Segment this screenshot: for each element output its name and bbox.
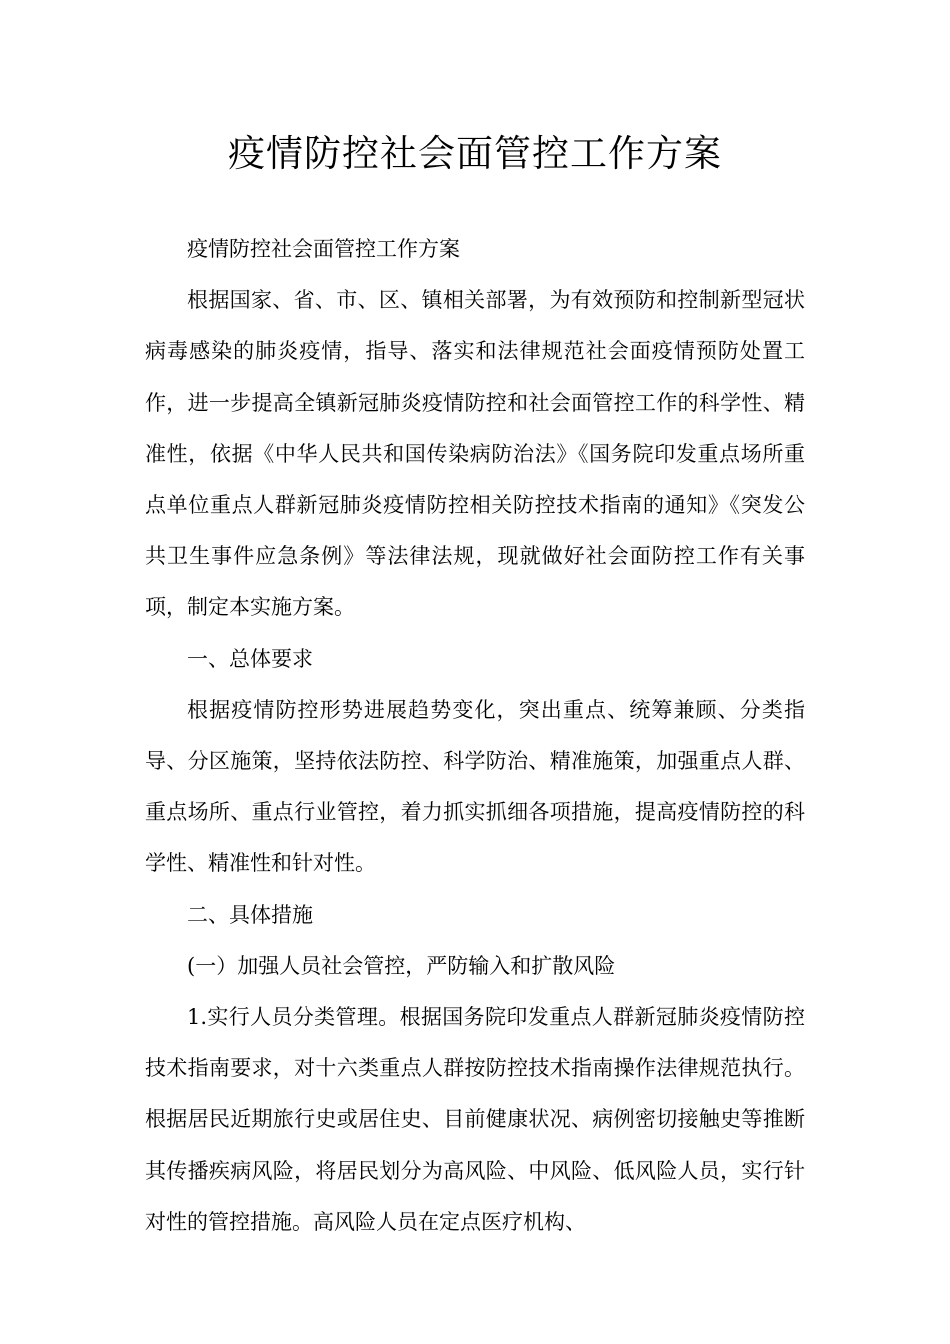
subsection-heading-personnel-control: (一）加强人员社会管控，严防输入和扩散风险 — [187, 953, 616, 978]
section-heading-specific-measures: 二、具体措施 — [187, 902, 313, 927]
document-title: 疫情防控社会面管控工作方案 — [228, 132, 722, 175]
section-heading-general-requirements: 一、总体要求 — [187, 646, 313, 671]
document-body — [145, 224, 805, 1248]
paragraph-general-requirements: 根据疫情防控形势进展趋势变化，突出重点、统筹兼顾、分类指导、分区施策，坚持依法防控、科学防治、精准施策，加强重点人群、重点场所、重点行业管控，着力抓实抓细各项措施，提高疫情防控的科学性、精准性和针对性。 — [145, 697, 805, 876]
paragraph-subtitle: 疫情防控社会面管控工作方案 — [187, 237, 460, 261]
paragraph-classified-management: 1.实行人员分类管理。根据国务院印发重点人群新冠肺炎疫情防控技术指南要求，对十六类重点人群按防控技术指南操作法律规范执行。根据居民近期旅行史或居住史、目前健康状况、病例密切接触史等推断其传播疾病风险，将居民划分为高风险、中风险、低风险人员，实行针对性的管控措施。高风险人员在定点医疗机构、 — [145, 1005, 805, 1234]
paragraph-intro: 根据国家、省、市、区、镇相关部署，为有效预防和控制新型冠状病毒感染的肺炎疫情，指导、落实和法律规范社会面疫情预防处置工作，进一步提高全镇新冠肺炎疫情防控和社会面管控工作的科学性、精准性，依据《中华人民共和国传染病防治法》《国务院印发重点场所重点单位重点人群新冠肺炎疫情防控相关防控技术指南的通知》《突发公共卫生事件应急条例》等法律法规，现就做好社会面防控工作有关事项，制定本实施方案。 — [145, 288, 805, 620]
